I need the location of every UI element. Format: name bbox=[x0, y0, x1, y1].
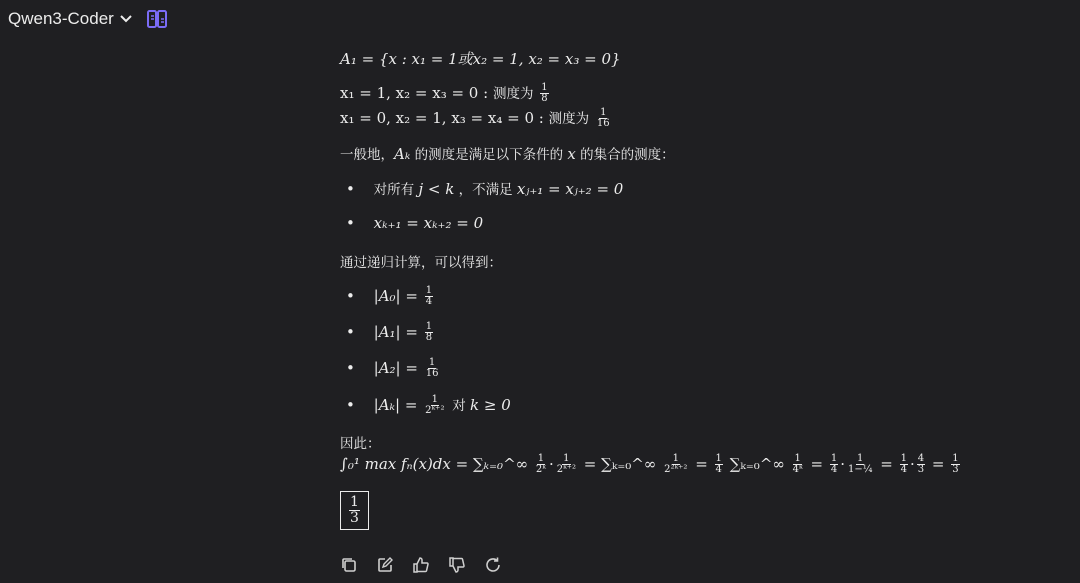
copy-icon[interactable] bbox=[340, 556, 358, 574]
model-selector[interactable] bbox=[8, 6, 168, 32]
final-answer-box: $\frac{1}{3}$ bbox=[340, 491, 369, 530]
integral-equation: ∫₀¹ max fₙ(x)dx = ∑ₖ₌₀^∞ $\frac{1}{\text{2ᵏ}}$ · $\frac{1}{\text{2ᵏ⁺²}}$ = ∑ₖ₌₀^∞ $\frac{1}{\text{2²ᵏ⁺²}}$ = $\frac{1}{4}$ ∑ₖ₌₀^∞ $\frac{1}{\text{4ᵏ}}$ = $\frac{1}{4}$ · $\frac{1}{\text{1−¼}}$ = $\frac{1}{4}$ · $\frac{4}{3}$ = $\frac{1}{3}$ bbox=[340, 453, 959, 475]
chevron-down-icon[interactable] bbox=[120, 13, 132, 26]
list-item: • |A₂| = $\frac{1}{16}$ bbox=[346, 357, 439, 379]
edit-icon[interactable] bbox=[376, 556, 394, 574]
measure-line-1: x₁ = 1, x₂ = x₃ = 0 : 测度为 $\frac{1}{8}$ bbox=[340, 82, 548, 104]
list-item: • xₖ₊₁ = xₖ₊₂ = 0 bbox=[346, 214, 484, 232]
model-name[interactable]: Qwen3-Coder bbox=[8, 9, 114, 28]
general-statement: 一般地，Aₖ 的测度是满足以下条件的 x 的集合的测度： bbox=[340, 145, 675, 163]
split-view-icon[interactable] bbox=[146, 8, 168, 30]
list-item: • |Aₖ| = $\frac{1}{\text{2ᵏ⁺²}}$ 对 k ≥ 0 bbox=[346, 394, 511, 416]
list-item: • |A₁| = $\frac{1}{8}$ bbox=[346, 321, 433, 343]
thumbs-down-icon[interactable] bbox=[448, 556, 466, 574]
therefore-text: 因此： bbox=[340, 436, 381, 452]
list-item: • 对所有 j < k ，不满足 xⱼ₊₁ = xⱼ₊₂ = 0 bbox=[346, 180, 624, 198]
message-actions bbox=[340, 556, 502, 574]
set-definition: A₁ = {x : x₁ = 1或x₂ = 1, x₂ = x₃ = 0} bbox=[340, 50, 621, 68]
regenerate-icon[interactable] bbox=[484, 556, 502, 574]
thumbs-up-icon[interactable] bbox=[412, 556, 430, 574]
list-item: • |A₀| = $\frac{1}{4}$ bbox=[346, 285, 433, 307]
recursion-text: 通过递归计算，可以得到： bbox=[340, 255, 502, 271]
measure-line-2: x₁ = 0, x₂ = 1, x₃ = x₄ = 0 : 测度为 $\frac{1}{16}$ bbox=[340, 107, 610, 129]
